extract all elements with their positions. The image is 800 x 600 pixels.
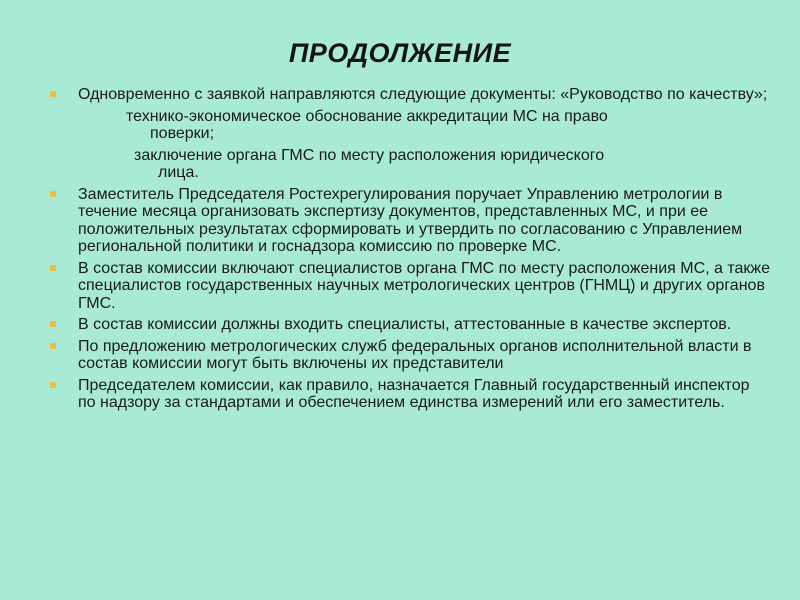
bullet-text: Председателем комиссии, как правило, назначается Главный государственный инспектор по надзору за стандартами и обеспечением единства измерений или его заместитель.	[78, 376, 750, 411]
bullet-text: Заместитель Председателя Ростехрегулирования поручает Управлению метрологии в течение месяца организовать экспертизу документов, представленных МС, и при ее положительных результатах сформировать и утвердить по согласованию с Управлением региональной политики и госнадзора комиссию по проверке МС.	[78, 185, 743, 255]
slide-content	[50, 86, 770, 416]
bullet-text: По предложению метрологических служб федеральных органов исполнительной власти в состав комиссии могут быть включены их представители	[78, 337, 752, 372]
bullet-item	[50, 316, 770, 334]
sub-item-text: технико-экономическое обоснование аккредитации МС на право	[126, 107, 608, 125]
bullet-item	[50, 86, 770, 182]
bullet-square-icon	[50, 321, 56, 327]
sub-item	[78, 147, 770, 182]
bullet-item	[50, 338, 770, 373]
sub-item-text: заключение органа ГМС по месту расположения юридического	[134, 146, 605, 164]
sub-item-continuation: поверки;	[150, 125, 215, 142]
sub-item-continuation: лица.	[158, 164, 199, 181]
bullet-item	[50, 377, 770, 412]
bullet-item	[50, 186, 770, 256]
bullet-square-icon	[50, 191, 56, 197]
bullet-square-icon	[50, 91, 56, 97]
bullet-square-icon	[50, 343, 56, 349]
sub-item	[78, 108, 770, 143]
bullet-text: В состав комиссии включают специалистов органа ГМС по месту расположения МС, а также специалистов государственных научных метрологических центров (ГНМЦ) и других органов ГМС.	[78, 259, 771, 312]
bullet-text: Одновременно с заявкой направляются следующие документы: «Руководство по качеству»;	[78, 86, 768, 103]
bullet-square-icon	[50, 382, 56, 388]
bullet-item	[50, 260, 770, 313]
slide-title: ПРОДОЛЖЕНИЕ	[288, 38, 512, 68]
bullet-square-icon	[50, 265, 56, 271]
bullet-text: В состав комиссии должны входить специалисты, аттестованные в качестве экспертов.	[78, 316, 732, 333]
